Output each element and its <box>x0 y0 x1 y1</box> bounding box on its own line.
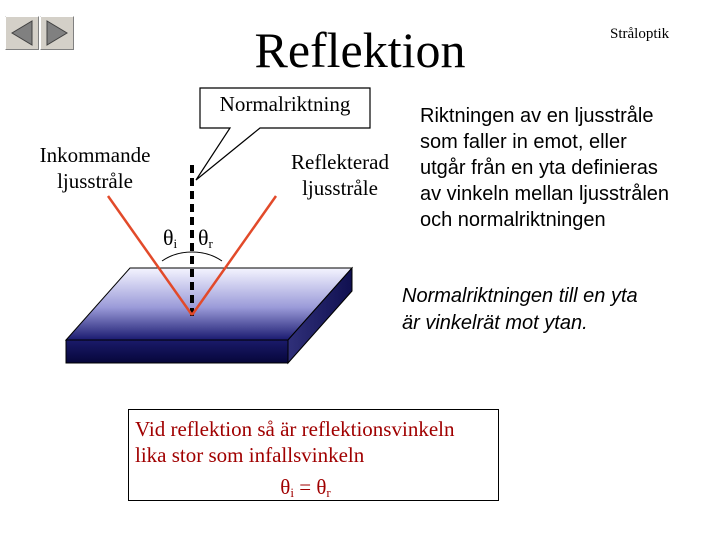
incidence-angle-arc <box>162 252 192 261</box>
reflection-angle-arc <box>192 252 222 261</box>
direction-description: Riktningen av en ljusstråle som faller in emot, eller utgår från en yta definieras av vinkeln mellan ljusstrålen och normalriktningen <box>420 105 670 231</box>
theta-r-label: $\theta_r$ <box>198 225 213 251</box>
theta-i-label: $\theta_i$ <box>163 225 178 251</box>
reflected-ray-label: Reflekterad ljusstråle <box>291 150 389 200</box>
normal-definition-note: Normalriktningen till en yta är vinkelrät mot ytan. <box>402 285 638 334</box>
incident-ray-label: Inkommande ljusstråle <box>39 143 151 193</box>
normal-callout-label: Normalriktning <box>219 92 351 116</box>
reflection-law-box: Vid reflektion så är reflektionsvinkeln lika stor som infallsvinkeln $\theta_i = \theta_r$ <box>128 409 499 501</box>
reflection-law-formula: $\theta_i = \theta_r$ <box>280 475 331 500</box>
slide-title: Reflektion <box>254 22 466 78</box>
reflecting-surface <box>66 268 352 363</box>
topic-label: Stråloptik <box>610 26 670 42</box>
